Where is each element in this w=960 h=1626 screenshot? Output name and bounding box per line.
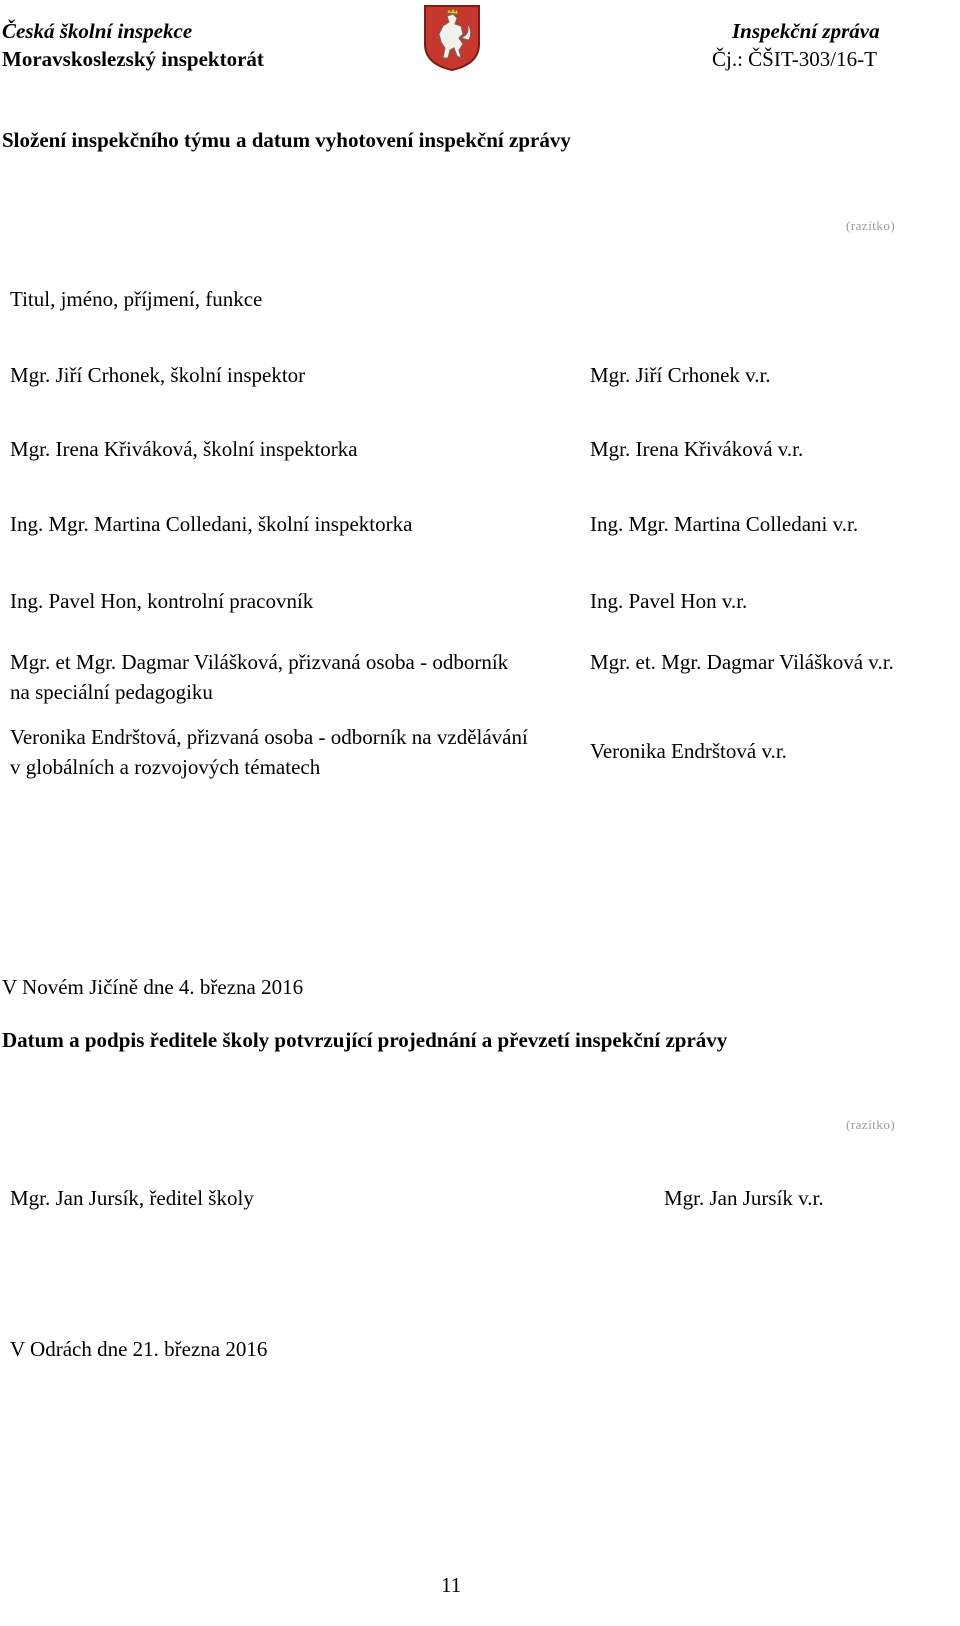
member-signature: Mgr. et. Mgr. Dagmar Vilášková v.r. bbox=[590, 650, 894, 674]
stamp-placeholder: (razítko) bbox=[846, 218, 896, 233]
member-name: Ing. Pavel Hon, kontrolní pracovník bbox=[10, 589, 314, 613]
member-name: Mgr. Irena Křiváková, školní inspektorka bbox=[10, 437, 358, 461]
place-date: V Odrách dne 21. března 2016 bbox=[10, 1337, 268, 1361]
member-signature: Ing. Pavel Hon v.r. bbox=[590, 589, 748, 613]
section-heading-director: Datum a podpis ředitele školy potvrzující projednání a převzetí inspekční zprávy bbox=[2, 1028, 728, 1052]
member-name: Veronika Endrštová, přizvaná osoba - odborník na vzdělávání v globálních a rozvojových tématech bbox=[10, 725, 528, 779]
place-date: V Novém Jičíně dne 4. března 2016 bbox=[2, 975, 304, 999]
director-name: Mgr. Jan Jursík, ředitel školy bbox=[10, 1186, 254, 1210]
member-signature: Mgr. Irena Křiváková v.r. bbox=[590, 437, 804, 461]
reference-number bbox=[712, 46, 877, 72]
member-name: Ing. Mgr. Martina Colledani, školní inspektorka bbox=[10, 512, 413, 536]
czech-lion-emblem-icon bbox=[423, 4, 481, 72]
director-signature: Mgr. Jan Jursík v.r. bbox=[664, 1186, 824, 1210]
section-heading-team: Složení inspekčního týmu a datum vyhotovení inspekční zprávy bbox=[2, 128, 571, 152]
reference-prefix: Čj.: ČŠIT bbox=[712, 47, 792, 71]
member-name: Mgr. et Mgr. Dagmar Vilášková, přizvaná osoba - odborník na speciální pedagogiku bbox=[10, 650, 509, 704]
member-signature: Veronika Endrštová v.r. bbox=[590, 739, 787, 763]
org-title: Česká školní inspekce bbox=[2, 19, 193, 43]
org-subtitle: Moravskoslezský inspektorát bbox=[2, 47, 264, 71]
member-signature: Ing. Mgr. Martina Colledani v.r. bbox=[590, 512, 859, 536]
page-number: 11 bbox=[441, 1573, 462, 1597]
column-header: Titul, jméno, příjmení, funkce bbox=[10, 287, 263, 311]
stamp-placeholder: (razítko) bbox=[846, 1117, 896, 1132]
reference-suffix: -303/16-T bbox=[791, 47, 877, 71]
member-name: Mgr. Jiří Crhonek, školní inspektor bbox=[10, 363, 306, 387]
report-title: Inspekční zpráva bbox=[732, 19, 880, 43]
member-signature: Mgr. Jiří Crhonek v.r. bbox=[590, 363, 771, 387]
